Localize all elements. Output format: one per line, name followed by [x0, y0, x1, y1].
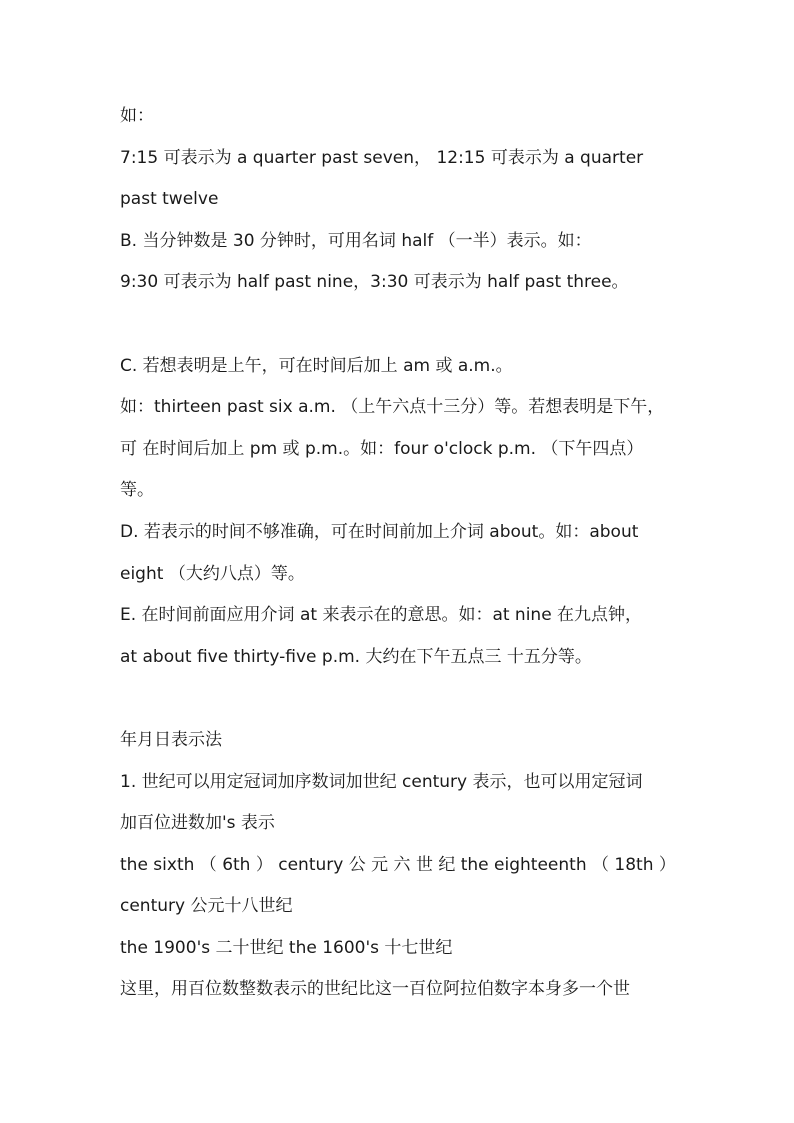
text-line: at about five thirty-five p.m. 大约在下午五点三 十五分等。 — [120, 646, 592, 667]
text-line: 7:15 可表示为 a quarter past seven， 12:15 可表示为 a quarter — [120, 147, 644, 168]
text-line: 1. 世纪可以用定冠词加序数词加世纪 century 表示，也可以用定冠词 — [120, 771, 643, 792]
text-line: 9:30 可表示为 half past nine，3:30 可表示为 half past three。 — [120, 272, 629, 293]
blank-line — [120, 304, 680, 346]
text-line: 如： — [120, 106, 154, 126]
text-line: 加百位进数加's 表示 — [120, 813, 275, 834]
text-line: 可 在时间后加上 pm 或 p.m.。如：four o'clock p.m. （下午四点） — [120, 438, 644, 459]
blank-line — [120, 678, 680, 720]
document-body — [120, 96, 680, 1011]
text-line: century 公元十八世纪 — [120, 896, 293, 917]
text-line: eight （大约八点）等。 — [120, 563, 305, 584]
section-heading: 年月日表示法 — [120, 729, 222, 750]
text-line: past twelve — [120, 189, 219, 210]
text-line: 等。 — [120, 480, 154, 501]
text-line: B. 当分钟数是 30 分钟时，可用名词 half （一半）表示。如： — [120, 230, 592, 251]
text-line: 这里，用百位数整数表示的世纪比这一百位阿拉伯数字本身多一个世 — [120, 979, 630, 1000]
text-line: 如：thirteen past six a.m. （上午六点十三分）等。若想表明是下午， — [120, 397, 665, 418]
text-line: E. 在时间前面应用介词 at 来表示在的意思。如：at nine 在九点钟， — [120, 605, 643, 626]
text-line: the 1900's 二十世纪 the 1600's 十七世纪 — [120, 937, 453, 958]
text-line: C. 若想表明是上午，可在时间后加上 am 或 a.m.。 — [120, 355, 513, 376]
text-line: the sixth （ 6th ） century 公 元 六 世 纪 the eighteenth （ 18th ） — [120, 854, 676, 875]
text-line: D. 若表示的时间不够准确，可在时间前加上介词 about。如：about — [120, 521, 639, 542]
